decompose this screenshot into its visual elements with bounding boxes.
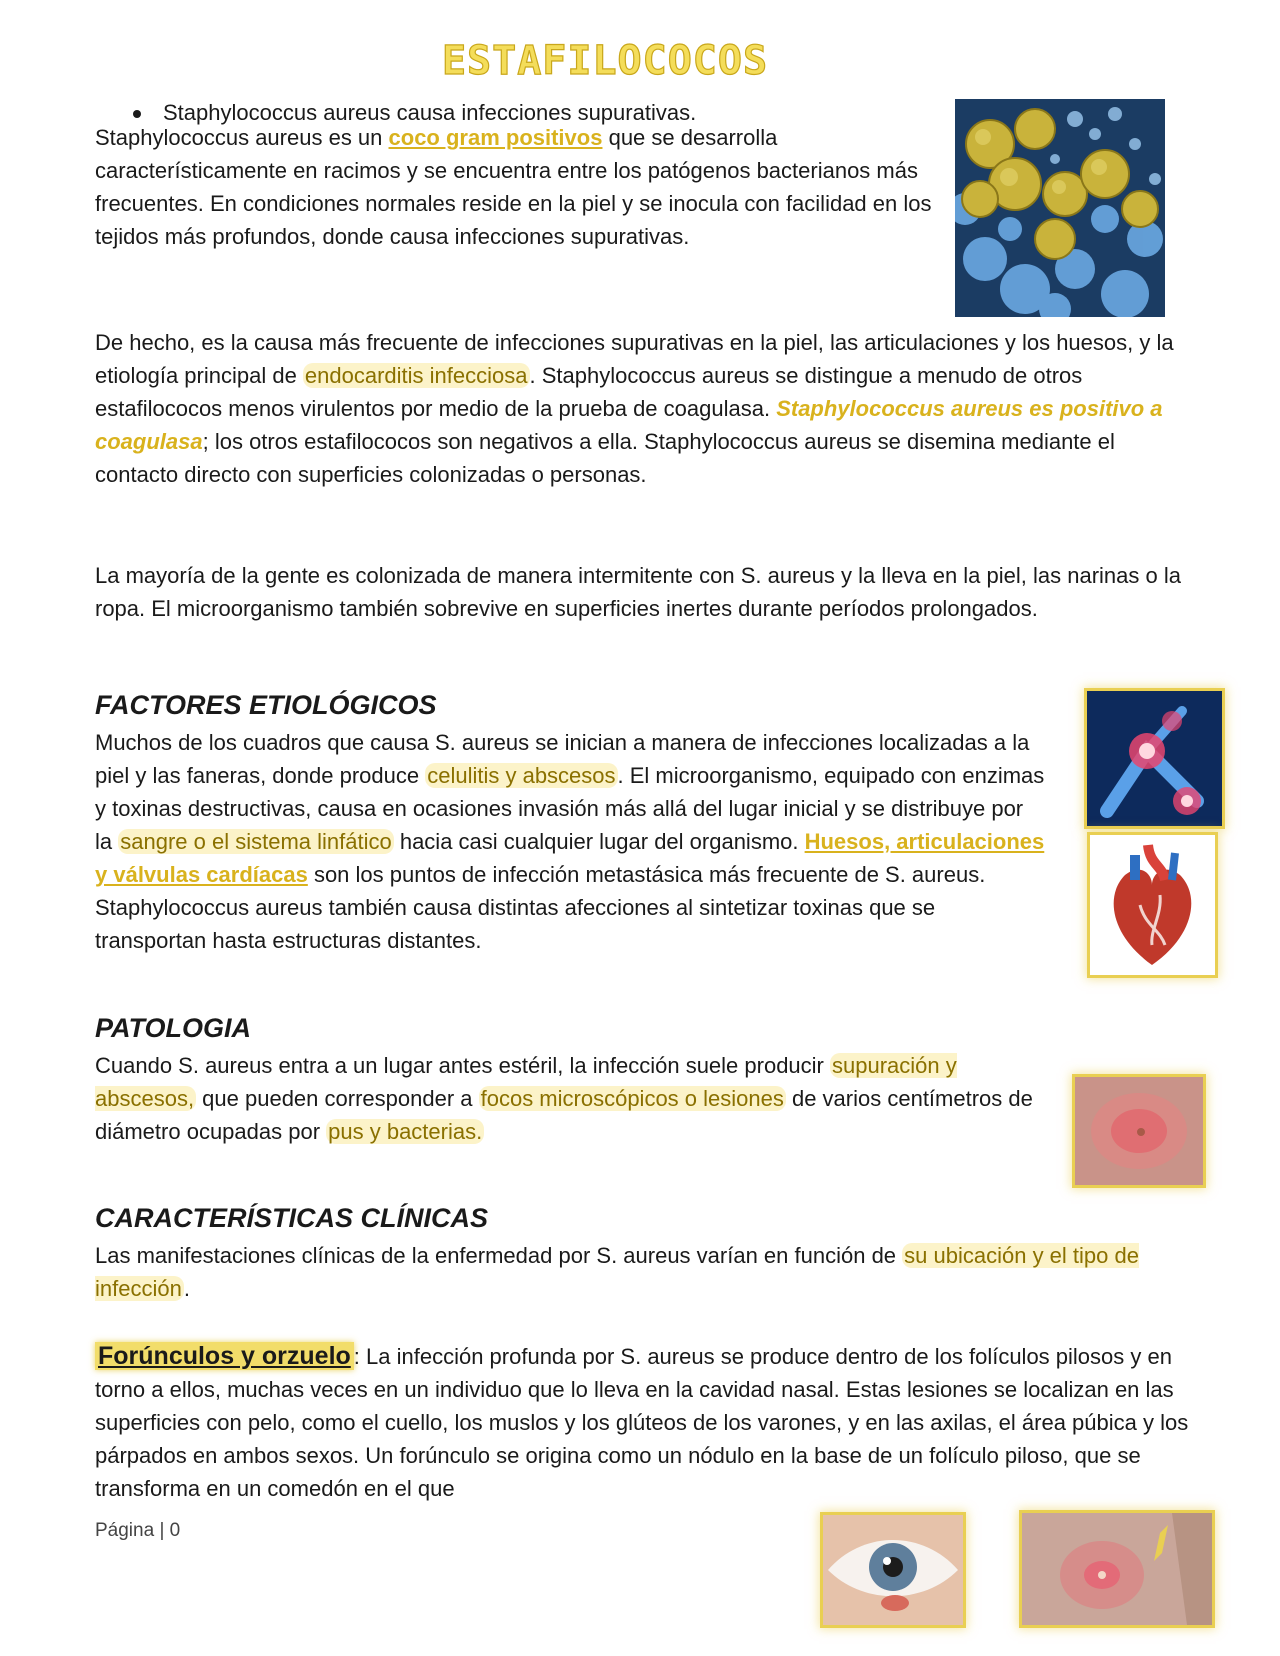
intro-paragraph: Staphylococcus aureus es un coco gram positivos que se desarrolla característicamente en racimos y se encuentra entre los patógenos bacterianos más frecuentes. En condiciones normales reside en la piel y se inocula con facilidad en los tejidos más profundos, donde causa infecciones supurativas. [95,125,932,249]
page-title: ESTAFILOCOCOS [441,38,769,84]
bacteria-micrograph-image [955,99,1165,317]
coagulasa-emphasis: Staphylococcus aureus es positivo a coagulasa [95,396,1163,454]
heading-patologia: PATOLOGIA [95,1013,252,1043]
highlight-supuracion: supuración y abscesos, [95,1053,957,1111]
joints-pain-image [1087,691,1222,826]
paragraph-forunculos: Forúnculos y orzuelo : La infección profunda por S. aureus se produce dentro de los folículos pilosos y en torno a ellos, muchas veces en un individuo que lo lleva en la cavidad nasal. Estas lesiones se localizan en las superficies con pelo, como el cuello, los muslos y los glúteos de los varones, y en las axilas, el área púbica y los párpados en ambos sexos. Un forúnculo se origina como un nódulo en la base de un folículo piloso, que se transforma en un comedón en el que [95,1342,1189,1501]
heading-caracteristicas-clinicas: CARACTERÍSTICAS CLÍNICAS [95,1203,489,1233]
eye-stye-image [823,1515,963,1625]
huesos-valvulas-link[interactable]: Huesos, articulaciones y válvulas cardíacas [95,829,1045,887]
highlight-sangre: sangre o el sistema linfático [120,829,392,854]
abscess-image [1075,1077,1203,1185]
highlight-ubicacion: su ubicación y el tipo de infección [95,1243,1139,1301]
paragraph-colonizacion: La mayoría de la gente es colonizada de manera intermitente con S. aureus y la lleva en la piel, las narinas o la ropa. El microorganismo también sobrevive en superficies inertes durante períodos prolongados. [95,563,1181,621]
heart-anatomy-image [1090,835,1215,975]
intro-bullet-text: Staphylococcus aureus causa infecciones supurativas. [163,100,697,125]
furuncle-image [1022,1513,1212,1625]
highlight-pus: pus y bacterias. [328,1119,483,1144]
forunculos-label: Forúnculos y orzuelo [95,1342,354,1370]
paragraph-factores: Muchos de los cuadros que causa S. aureus se inician a manera de infecciones localizadas a la piel y las faneras, donde produce celulitis y abscesos. El microorganismo, equipado con enzimas y toxinas destructivas, causa en ocasiones invasión más allá del lugar inicial y se distribuye por la sangre o el sistema linfático hacia casi cualquier lugar del organismo. Huesos, articulaciones y válvulas cardíacas son los puntos de infección metastásica más frecuente de S. aureus. Staphylococcus aureus también causa distintas afecciones al sintetizar toxinas que se transportan hasta estructuras distantes. [95,730,1045,953]
highlight-focos: focos microscópicos o lesiones [480,1086,784,1111]
bullet-icon [133,110,141,118]
highlight-endocarditis: endocarditis infecciosa [304,363,528,388]
highlight-celulitis: celulitis y abscesos [427,763,616,788]
heading-factores-etiologicos: FACTORES ETIOLÓGICOS [95,690,437,720]
page-footer: Página | 0 [95,1520,181,1541]
paragraph-causa-frecuente: De hecho, es la causa más frecuente de infecciones supurativas en la piel, las articulaciones y los huesos, y la etiología principal de endocarditis infecciosa. Staphylococcus aureus se distingue a menudo de otros estafilococos menos virulentos por medio de la prueba de coagulasa. Staphylococcus aureus es positivo a coagulasa; los otros estafilococos son negativos a ella. Staphylococcus aureus se disemina mediante el contacto directo con superficies colonizadas o personas. [95,330,1174,487]
coco-gram-link[interactable]: coco gram positivos [388,125,603,150]
paragraph-patologia: Cuando S. aureus entra a un lugar antes estéril, la infección suele producir supuración y abscesos, que pueden corresponder a focos microscópicos o lesiones de varios centímetros de diámetro ocupadas por pus y bacterias. [95,1053,1033,1144]
paragraph-clinicas: Las manifestaciones clínicas de la enfermedad por S. aureus varían en función de su ubicación y el tipo de infección. [95,1243,1139,1301]
